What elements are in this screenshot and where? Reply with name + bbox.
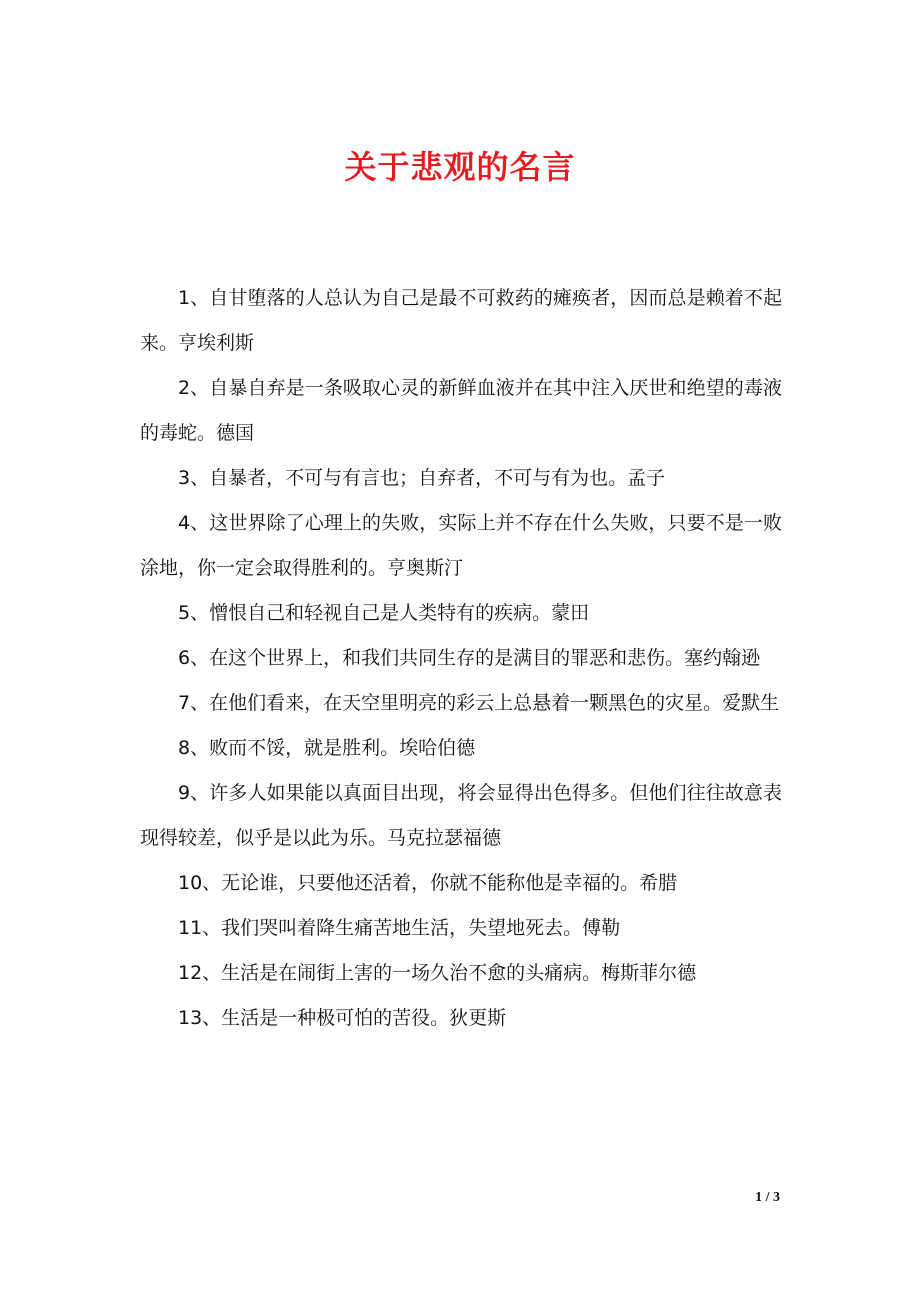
quote-list (140, 276, 782, 1041)
page-number: 1 / 3 (755, 1190, 780, 1205)
quote-paragraph: 3、自暴者，不可与有言也；自弃者，不可与有为也。孟子 (178, 467, 666, 489)
quote-paragraph: 6、在这个世界上，和我们共同生存的是满目的罪恶和悲伤。塞约翰逊 (178, 647, 761, 669)
quote-paragraph: 5、憎恨自己和轻视自己是人类特有的疾病。蒙田 (178, 602, 590, 624)
quote-paragraph: 12、生活是在闹街上害的一场久治不愈的头痛病。梅斯菲尔德 (178, 962, 697, 984)
quote-paragraph: 8、败而不馁，就是胜利。埃哈伯德 (178, 737, 476, 759)
quote-paragraph: 9、许多人如果能以真面目出现，将会显得出色得多。但他们往往故意表现得较差，似乎是以此为乐。马克拉瑟福德 (140, 782, 782, 849)
quote-paragraph: 13、生活是一种极可怕的苦役。狄更斯 (178, 1007, 507, 1029)
quote-paragraph: 11、我们哭叫着降生痛苦地生活，失望地死去。傅勒 (178, 917, 621, 939)
quote-paragraph: 4、这世界除了心理上的失败，实际上并不存在什么失败，只要不是一败涂地，你一定会取得胜利的。亨奥斯汀 (140, 512, 782, 579)
quote-paragraph: 2、自暴自弃是一条吸取心灵的新鲜血液并在其中注入厌世和绝望的毒液的毒蛇。德国 (140, 377, 782, 444)
quote-paragraph: 1、自甘堕落的人总认为自己是最不可救药的瘫痪者，因而总是赖着不起来。亨埃利斯 (140, 287, 782, 354)
document-title: 关于悲观的名言 (344, 148, 576, 186)
quote-paragraph: 10、无论谁，只要他还活着，你就不能称他是幸福的。希腊 (178, 872, 678, 894)
quote-paragraph: 7、在他们看来，在天空里明亮的彩云上总悬着一颗黑色的灾星。爱默生 (178, 692, 780, 714)
